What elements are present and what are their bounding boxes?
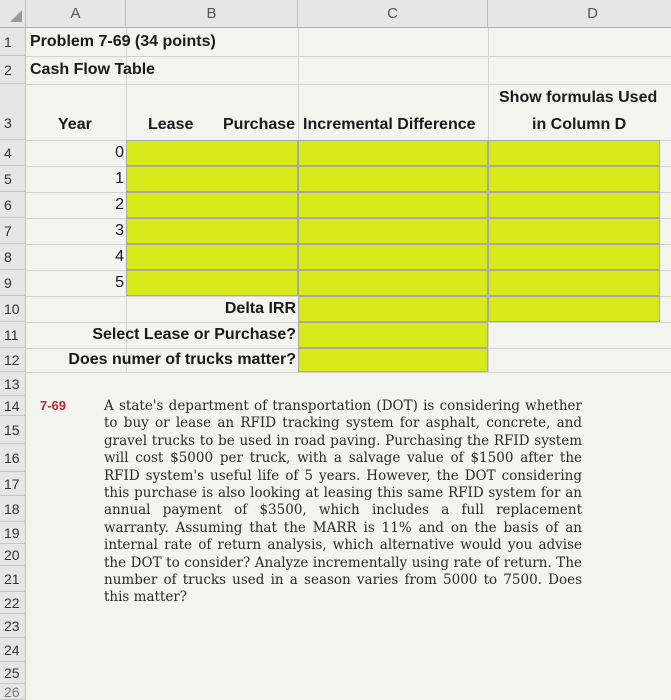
purchase-cell[interactable] xyxy=(298,244,488,270)
delta-irr-formula-cell[interactable] xyxy=(488,296,660,322)
incremental-cell[interactable] xyxy=(488,270,660,296)
row-header[interactable]: 13 xyxy=(0,372,26,396)
row-header[interactable]: 6 xyxy=(0,192,26,218)
row-header[interactable]: 2 xyxy=(0,56,26,84)
row-header[interactable]: 10 xyxy=(0,296,26,322)
row-header[interactable]: 14 xyxy=(0,396,26,416)
select-lease-purchase-label[interactable]: Select Lease or Purchase? xyxy=(92,326,296,343)
header-formulas-line1[interactable]: Show formulas Used xyxy=(499,89,658,106)
row-header[interactable]: 21 xyxy=(0,566,26,592)
row-header[interactable]: 18 xyxy=(0,496,26,522)
lease-cell[interactable] xyxy=(126,140,298,166)
purchase-cell[interactable] xyxy=(298,192,488,218)
row-header[interactable]: 15 xyxy=(0,416,26,444)
row-header[interactable]: 11 xyxy=(0,322,26,348)
row-header[interactable]: 22 xyxy=(0,592,26,614)
purchase-cell[interactable] xyxy=(298,218,488,244)
row-header[interactable]: 8 xyxy=(0,244,26,270)
row-header[interactable]: 24 xyxy=(0,638,26,662)
incremental-cell[interactable] xyxy=(488,244,660,270)
year-cell[interactable]: 4 xyxy=(115,248,124,265)
select-all-icon xyxy=(10,10,22,22)
row-header[interactable]: 3 xyxy=(0,84,26,140)
purchase-cell[interactable] xyxy=(298,140,488,166)
gridline xyxy=(26,84,671,85)
select-lease-purchase-cell[interactable] xyxy=(298,322,488,348)
purchase-cell[interactable] xyxy=(298,270,488,296)
year-cell[interactable]: 5 xyxy=(115,274,124,291)
year-cell[interactable]: 2 xyxy=(115,196,124,213)
header-formulas-line2[interactable]: in Column D xyxy=(532,116,627,133)
delta-irr-cell[interactable] xyxy=(298,296,488,322)
header-incremental[interactable]: Incremental Difference xyxy=(303,116,476,133)
purchase-cell[interactable] xyxy=(298,166,488,192)
delta-irr-label[interactable]: Delta IRR xyxy=(224,300,296,317)
lease-cell[interactable] xyxy=(126,218,298,244)
lease-cell[interactable] xyxy=(126,192,298,218)
row-header[interactable]: 20 xyxy=(0,544,26,566)
lease-cell[interactable] xyxy=(126,270,298,296)
row-header[interactable]: 25 xyxy=(0,662,26,684)
incremental-cell[interactable] xyxy=(488,192,660,218)
header-purchase[interactable]: Purchase xyxy=(223,116,296,133)
problem-text: A state's department of transportation (DOT) is considering whether to buy or lease an RFID tracking system for asphalt, concrete, and gravel trucks to be used in road paving. Purchasing the RFID system will cost $5000 per truck, with a salvage value of $1500 after the RFID system's useful life of 5 years. However, the DOT considering this purchase is also looking at leasing this same RFID system for an annual payment of $3500, which includes a full replacement warranty. Assuming that the MARR is 11% and on the basis of an internal rate of return analysis, which alternative would you advise the DOT to consider? Analyze incrementally using rate of return. The number of trucks used in a season varies from 5000 to 7500. Does this matter? xyxy=(104,398,582,606)
column-header-c[interactable]: C xyxy=(298,0,488,28)
header-lease[interactable]: Lease xyxy=(148,116,194,133)
year-cell[interactable]: 3 xyxy=(115,222,124,239)
row-header[interactable]: 17 xyxy=(0,472,26,496)
column-header-a[interactable]: A xyxy=(26,0,126,28)
incremental-cell[interactable] xyxy=(488,218,660,244)
sheet-subtitle[interactable]: Cash Flow Table xyxy=(30,61,156,78)
year-cell[interactable]: 0 xyxy=(115,144,124,161)
row-header[interactable]: 4 xyxy=(0,140,26,166)
problem-number: 7-69 xyxy=(40,398,67,413)
row-header[interactable]: 19 xyxy=(0,522,26,544)
row-header[interactable]: 26 xyxy=(0,684,26,700)
incremental-cell[interactable] xyxy=(488,166,660,192)
gridline xyxy=(26,56,671,57)
row-header[interactable]: 16 xyxy=(0,444,26,472)
trucks-matter-cell[interactable] xyxy=(298,348,488,372)
gridline xyxy=(26,372,671,373)
lease-cell[interactable] xyxy=(126,166,298,192)
select-all-corner[interactable] xyxy=(0,0,26,28)
row-header[interactable]: 23 xyxy=(0,614,26,638)
sheet-title[interactable]: Problem 7-69 (34 points) xyxy=(30,33,216,50)
column-header-b[interactable]: B xyxy=(126,0,298,28)
row-header[interactable]: 1 xyxy=(0,28,26,56)
row-header[interactable]: 9 xyxy=(0,270,26,296)
year-cell[interactable]: 1 xyxy=(115,170,124,187)
row-header[interactable]: 7 xyxy=(0,218,26,244)
header-year[interactable]: Year xyxy=(58,116,92,133)
trucks-matter-label[interactable]: Does numer of trucks matter? xyxy=(68,351,296,368)
incremental-cell[interactable] xyxy=(488,140,660,166)
lease-cell[interactable] xyxy=(126,244,298,270)
row-header[interactable]: 12 xyxy=(0,348,26,372)
row-header[interactable]: 5 xyxy=(0,166,26,192)
column-header-d[interactable]: D xyxy=(488,0,671,28)
